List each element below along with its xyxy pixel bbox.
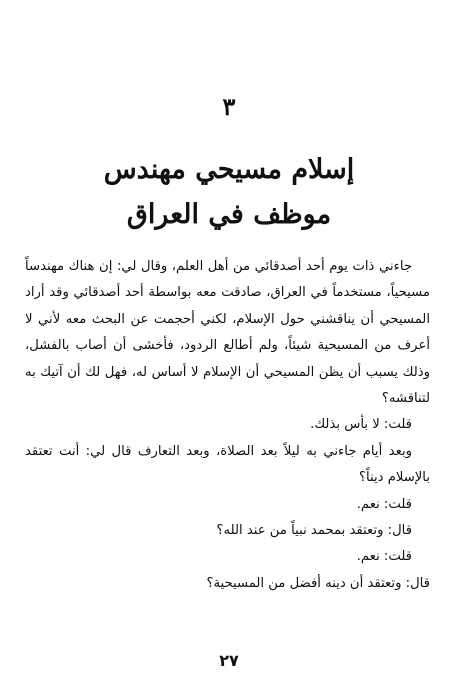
- chapter-number: ٣: [222, 92, 236, 121]
- dialogue-line: قال: وتعتقد بمحمد نبياً من عند الله؟: [216, 523, 412, 539]
- page-number: ٢٧: [219, 651, 239, 670]
- chapter-title-line-1: إسلام مسيحي مهندس: [103, 154, 355, 185]
- dialogue-line: قلت: نعم.: [356, 496, 412, 512]
- paragraph-intro: جاءني ذات يوم أحد أصدقائي من أهل العلم، وقال لي: إن هناك مهندساً مسيحياً، مستخدماً في العراق، صادقت معه بواسطة أحد أصدقائي وقد أراد المسيحي أن يناقشني حول الإسلام، لكني أحجمت عن البحث معه لأني لا أعرف من المسيحية شيئاً، ولم أطالع الردود، فأخشى أن أصاب بالفشل، وذلك يسبب أن يظن المسيحي أن الإسلام لا أساس له، فهل لك أن آتيك به لتناقشه؟: [25, 259, 430, 407]
- body-text: [25, 254, 430, 597]
- chapter-title-line-2: موظف في العراق: [126, 199, 332, 230]
- dialogue-line: قلت: لا بأس بذلك.: [310, 417, 412, 433]
- paragraph-meeting: وبعد أيام جاءني به ليلاً بعد الصلاة، وبعد التعارف قال لي: أنت تعتقد بالإسلام ديناً؟: [25, 443, 430, 486]
- dialogue-line: قلت: نعم.: [356, 549, 412, 565]
- dialogue-line: قال: وتعتقد أن دينه أفضل من المسيحية؟: [206, 575, 430, 591]
